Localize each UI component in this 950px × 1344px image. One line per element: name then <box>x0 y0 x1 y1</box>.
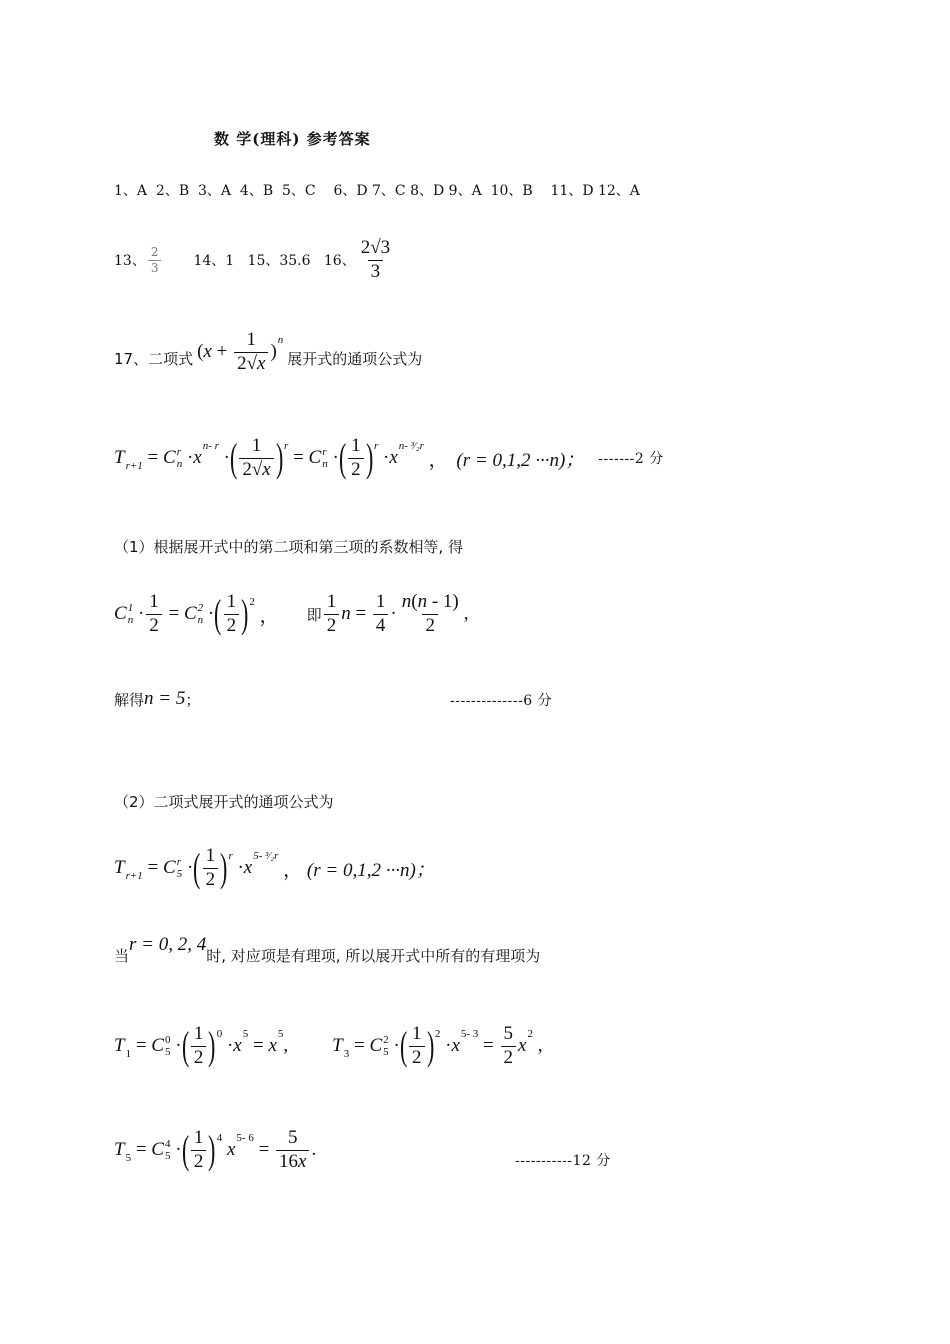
part1-equation <box>114 592 468 637</box>
q16-denominator: 3 <box>368 260 384 283</box>
simplified-equation: $\frac{1}{2}$ n = $\frac{1}{4}$ · $\frac{n(n - 1)}{2}$ , <box>322 592 469 637</box>
general-term-equation: T r+1 = C r n · x n- r · ( $\frac{1}{2√x}$ ) r = C r n · ( $\frac{1}{2}$ ) r · x n- ³⁄₂r ， <box>114 435 453 481</box>
general-term-formula <box>114 436 664 481</box>
part2-equation: T r+1 = C r 5 · ( $\frac{1}{2}$ ) r · x 5- ³⁄₂r ， <box>114 845 307 891</box>
score-6-points: --------------6 分 <box>450 693 553 709</box>
q16-numerator: 2√3 <box>360 237 391 258</box>
rational-term-t5 <box>114 1128 316 1173</box>
part1-ji: 即 <box>306 605 322 624</box>
term-t3: T 3 = C 2 5 · ( $\frac{1}{2}$ ) 2 · x 5- 3 = $\frac{5}{2}$ x 2 , <box>332 1023 543 1069</box>
q17-intro-prefix: 17、二项式 <box>114 349 194 368</box>
when-prefix: 当 <box>114 947 130 965</box>
q13-fraction <box>148 246 162 275</box>
binomial-expression: ( x + $\frac{1}{2√x}$ ) n <box>197 329 284 374</box>
part1-heading: （1）根据展开式中的第二项和第三项的系数相等, 得 <box>114 538 464 556</box>
rational-terms-condition <box>114 934 541 966</box>
when-r-values: r = 0, 2, 4 <box>129 934 207 955</box>
term-t1: T 1 = C 0 5 · ( $\frac{1}{2}$ ) 0 · x 5 = x 5 , <box>114 1023 289 1069</box>
rational-terms-t1-t3 <box>114 1024 542 1069</box>
part2-heading: （2）二项式展开式的通项公式为 <box>114 793 334 811</box>
general-term-range: (r = 0,1,2 ···n)； <box>456 449 585 471</box>
solve-equation: n = 5 <box>144 688 186 709</box>
q17-intro <box>114 329 423 381</box>
part2-range: (r = 0,1,2 ···n)； <box>306 859 435 881</box>
solve-n <box>114 688 200 710</box>
q13-denominator: 3 <box>148 260 162 275</box>
score-2-points: -------2 分 <box>598 451 664 468</box>
when-suffix: 时, 对应项是有理项, 所以展开式中所有的有理项为 <box>206 947 541 965</box>
coefficient-equation: C 1 n · $\frac{1}{2}$ = C 2 n · ( $\frac{1}{2}$ ) 2 ， <box>114 591 279 637</box>
q16-fraction <box>358 238 393 283</box>
q17-intro-suffix: 展开式的通项公式为 <box>287 349 423 368</box>
q14-q15-q16-label: 14、1 15、35.6 16、 <box>193 253 356 270</box>
score-12-points: -----------12 分 <box>515 1153 611 1169</box>
q13-numerator: 2 <box>150 244 159 259</box>
term-t5: T 5 = C 4 5 · ( $\frac{1}{2}$ ) 4 x 5- 6 = $\frac{5}{16x}$ . <box>114 1127 317 1173</box>
fill-blank-answers <box>114 238 395 283</box>
page-title: 数 学(理科) 参考答案 <box>214 130 371 148</box>
solve-suffix: ； <box>185 690 201 709</box>
choice-answers: 1、A 2、B 3、A 4、B 5、C 6、D 7、C 8、D 9、A 10、B 11、D 12、A <box>114 183 640 199</box>
solve-prefix: 解得 <box>114 690 145 709</box>
q13-label: 13、 <box>114 253 146 270</box>
part2-general-term <box>114 846 435 891</box>
